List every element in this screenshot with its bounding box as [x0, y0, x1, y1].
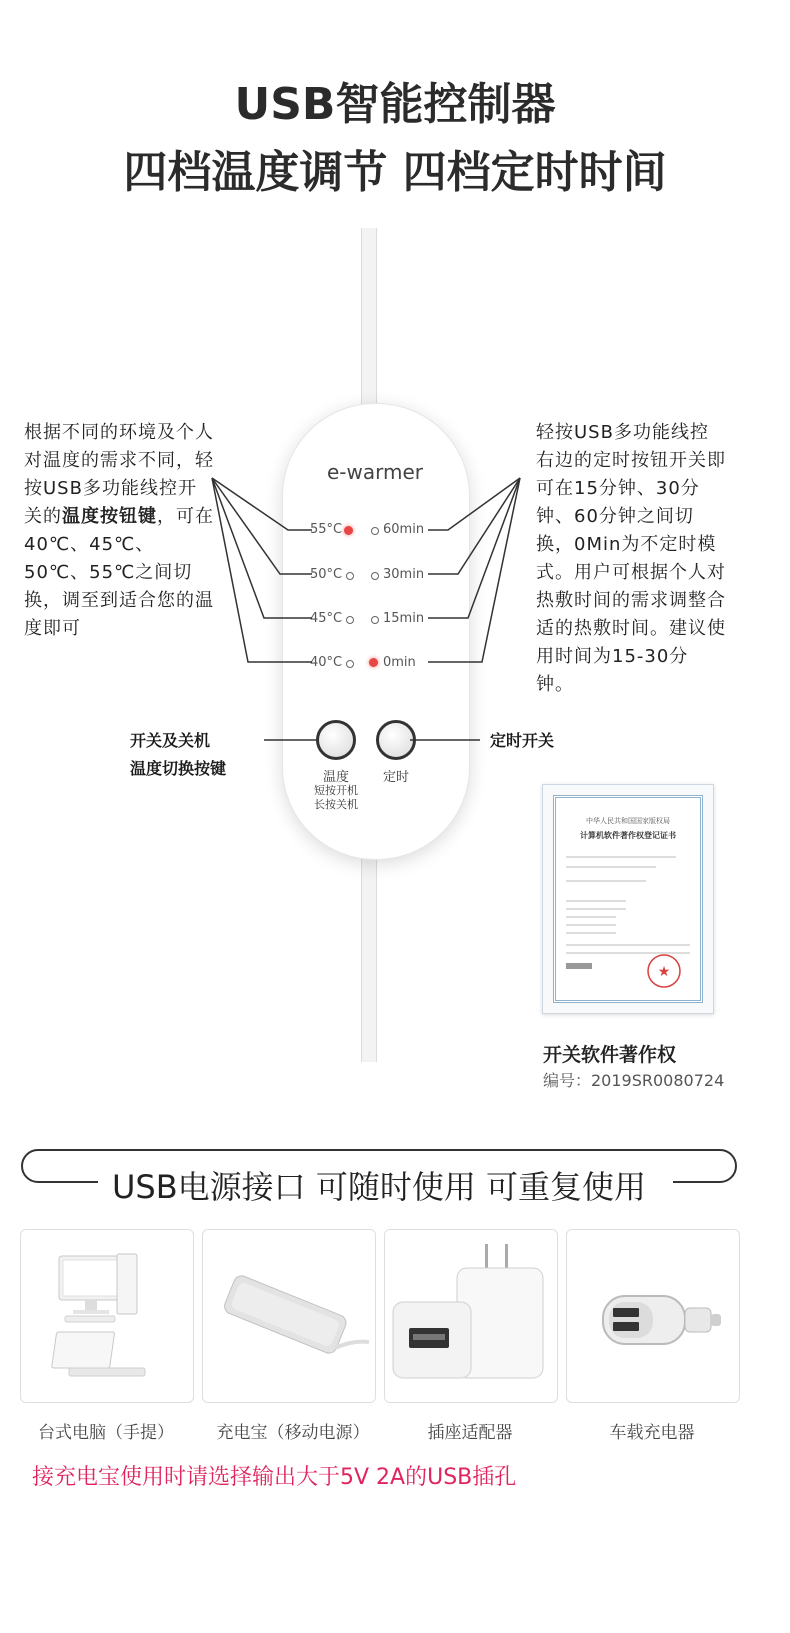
- car-charger-icon: [567, 1230, 739, 1402]
- certificate-number: 编号：2019SR0080724: [543, 1071, 725, 1090]
- device-label-wall-adapter: 插座适配器: [427, 1423, 513, 1443]
- device-card-power-bank: [202, 1229, 376, 1403]
- certificate-header-2: 计算机软件著作权登记证书: [580, 831, 676, 840]
- warning-text: 接充电宝使用时请选择输出大于5V 2A的USB插孔: [32, 1465, 517, 1490]
- device-card-car-charger: [566, 1229, 740, 1403]
- device-card-wall-adapter: [384, 1229, 558, 1403]
- temperature-description-text-2: ，可在40℃、45℃、50℃、55℃之间切换，调至到适合您的温度即可: [24, 506, 214, 639]
- temperature-description: [24, 419, 214, 643]
- device-label-computer: 台式电脑（手提）: [38, 1423, 174, 1443]
- time-label-30: 30min: [383, 567, 425, 582]
- time-label-15: 15min: [383, 611, 425, 626]
- temperature-button-hint-1: 短按开机: [314, 784, 358, 797]
- svg-text:★: ★: [657, 964, 671, 980]
- copyright-certificate-image: [542, 784, 714, 1014]
- temp-label-45: 45°C: [310, 611, 343, 626]
- certificate-body-lines: [556, 847, 700, 997]
- device-card-computer: [20, 1229, 194, 1403]
- certificate-header-1: 中华人民共和国国家版权局: [586, 817, 670, 825]
- page-subtitle: 四档温度调节 四档定时时间: [123, 147, 667, 198]
- timer-button-caption: 定时开关: [490, 731, 555, 750]
- temperature-button-hint-2: 长按关机: [314, 798, 358, 811]
- temp-label-40: 40°C: [310, 655, 343, 670]
- time-label-0: 0min: [383, 655, 416, 670]
- banner-title: USB电源接口 可随时使用 可重复使用: [111, 1168, 647, 1206]
- controller-brand: e-warmer: [326, 460, 423, 484]
- power-button-caption-2: 温度切换按键: [130, 759, 227, 778]
- wall-adapter-icon: [385, 1230, 557, 1402]
- time-label-60: 60min: [383, 522, 425, 537]
- power-bank-icon: [203, 1230, 375, 1402]
- page-title: USB智能控制器: [234, 79, 556, 130]
- power-button-caption-1: 开关及关机: [130, 731, 211, 750]
- device-label-power-bank: 充电宝（移动电源）: [216, 1423, 370, 1443]
- timer-description: 轻按USB多功能线控右边的定时按钮开关即可在15分钟、30分钟、60分钟之间切换，0Min为不定时模式。用户可根据个人对热敷时间的需求调整合适的热敷时间。建议使用时间为15-30分钟。: [536, 422, 726, 695]
- timer-button-label: 定时: [382, 770, 409, 785]
- temperature-button-label: 温度: [322, 770, 349, 785]
- device-label-car-charger: 车载充电器: [609, 1423, 695, 1443]
- temperature-description-bold: 温度按钮键: [62, 506, 157, 527]
- temperature-description-text-1: 根据不同的环境及个人对温度的需求不同，轻按USB多功能线控开关的: [24, 422, 214, 527]
- certificate-caption: 开关软件著作权: [543, 1044, 677, 1066]
- temp-label-50: 50°C: [310, 567, 343, 582]
- temp-label-55: 55°C: [310, 522, 343, 537]
- computer-icon: [21, 1230, 193, 1402]
